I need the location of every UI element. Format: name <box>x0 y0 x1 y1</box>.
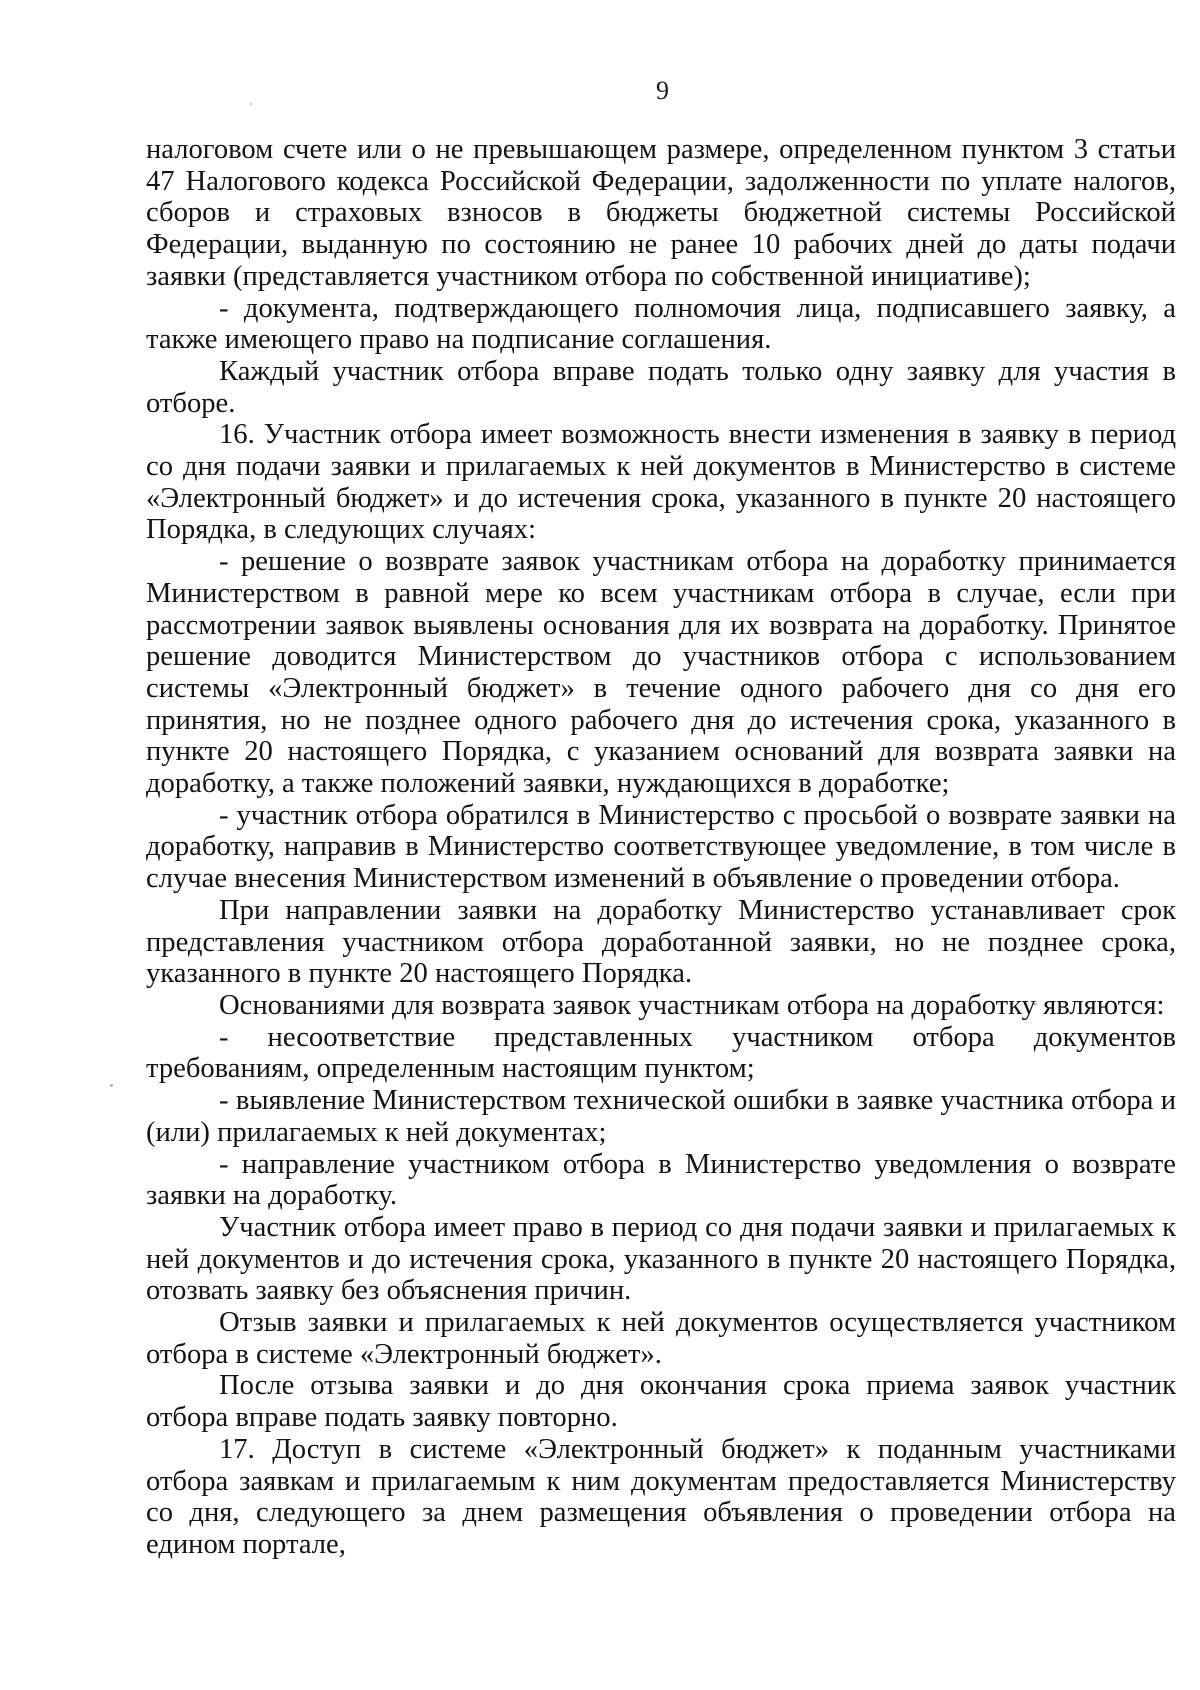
paragraph: 17. Доступ в системе «Электронный бюджет» к поданным участниками отбора заявкам и прилагаемым к ним документам предоставляется Министерству со дня, следующего за днем размещения объявления о проведении отбора на едином портале, <box>146 1433 1176 1560</box>
page-number: 9 <box>656 76 669 105</box>
paragraph: Отзыв заявки и прилагаемых к ней документов осуществляется участником отбора в системе «Электронный бюджет». <box>146 1307 1176 1370</box>
paragraph: 16. Участник отбора имеет возможность внести изменения в заявку в период со дня подачи заявки и прилагаемых к ней документов в Министерство в системе «Электронный бюджет» и до истечения срока, указанного в пункте 20 настоящего Порядка, в следующих случаях: <box>146 419 1176 546</box>
paragraph: - несоответствие представленных участником отбора документов требованиям, определенным настоящим пунктом; <box>146 1021 1176 1085</box>
paragraph: После отзыва заявки и до дня окончания срока приема заявок участник отбора вправе подать заявку повторно. <box>146 1370 1176 1434</box>
paragraph: - документа, подтверждающего полномочия лица, подписавшего заявку, а также имеющего право на подписание соглашения. <box>146 292 1176 356</box>
paragraph: - участник отбора обратился в Министерство с просьбой о возврате заявки на доработку, направив в Министерство соответствующее уведомление, в том числе в случае внесения Министерством изменений в объявление о проведении отбора. <box>146 799 1176 895</box>
paragraph: Каждый участник отбора вправе подать только одну заявку для участия в отборе. <box>146 355 1176 419</box>
paragraph: При направлении заявки на доработку Министерство устанавливает срок представления участником отбора доработанной заявки, но не позднее срока, указанного в пункте 20 настоящего Порядка. <box>146 894 1176 990</box>
paragraph: - направление участником отбора в Министерство уведомления о возврате заявки на доработку. <box>146 1148 1176 1212</box>
paragraph: - решение о возврате заявок участникам отбора на доработку принимается Министерством в равной мере ко всем участникам отбора в случае, если при рассмотрении заявок выявлены основания для их возврата на доработку. Принятое решение доводится Министерством до участников отбора с использованием системы «Электронный бюджет» в течение одного рабочего дня со дня его принятия, но не позднее одного рабочего дня до истечения срока, указанного в пункте 20 настоящего Порядка, с указанием оснований для возврата заявки на доработку, а также положений заявки, нуждающихся в доработке; <box>146 546 1176 800</box>
paragraph: Участник отбора имеет право в период со дня подачи заявки и прилагаемых к ней документов и до истечения срока, указанного в пункте 20 настоящего Порядка, отозвать заявку без объяснения причин. <box>146 1211 1176 1307</box>
paragraph: Основаниями для возврата заявок участникам отбора на доработку являются: <box>219 989 1165 1021</box>
document-body <box>146 134 1176 1561</box>
scan-speck <box>110 1084 113 1087</box>
paragraph: - выявление Министерством технической ошибки в заявке участника отбора и (или) прилагаемых к ней документах; <box>146 1085 1176 1148</box>
paragraph: налоговом счете или о не превышающем размере, определенном пунктом 3 статьи 47 Налогового кодекса Российской Федерации, задолженности по уплате налогов, сборов и страховых взносов в бюджеты бюджетной системы Российской Федерации, выданную по состоянию не ранее 10 рабочих дней до даты подачи заявки (представляется участником отбора по собственной инициативе); <box>146 134 1176 292</box>
scan-speck <box>250 103 252 105</box>
